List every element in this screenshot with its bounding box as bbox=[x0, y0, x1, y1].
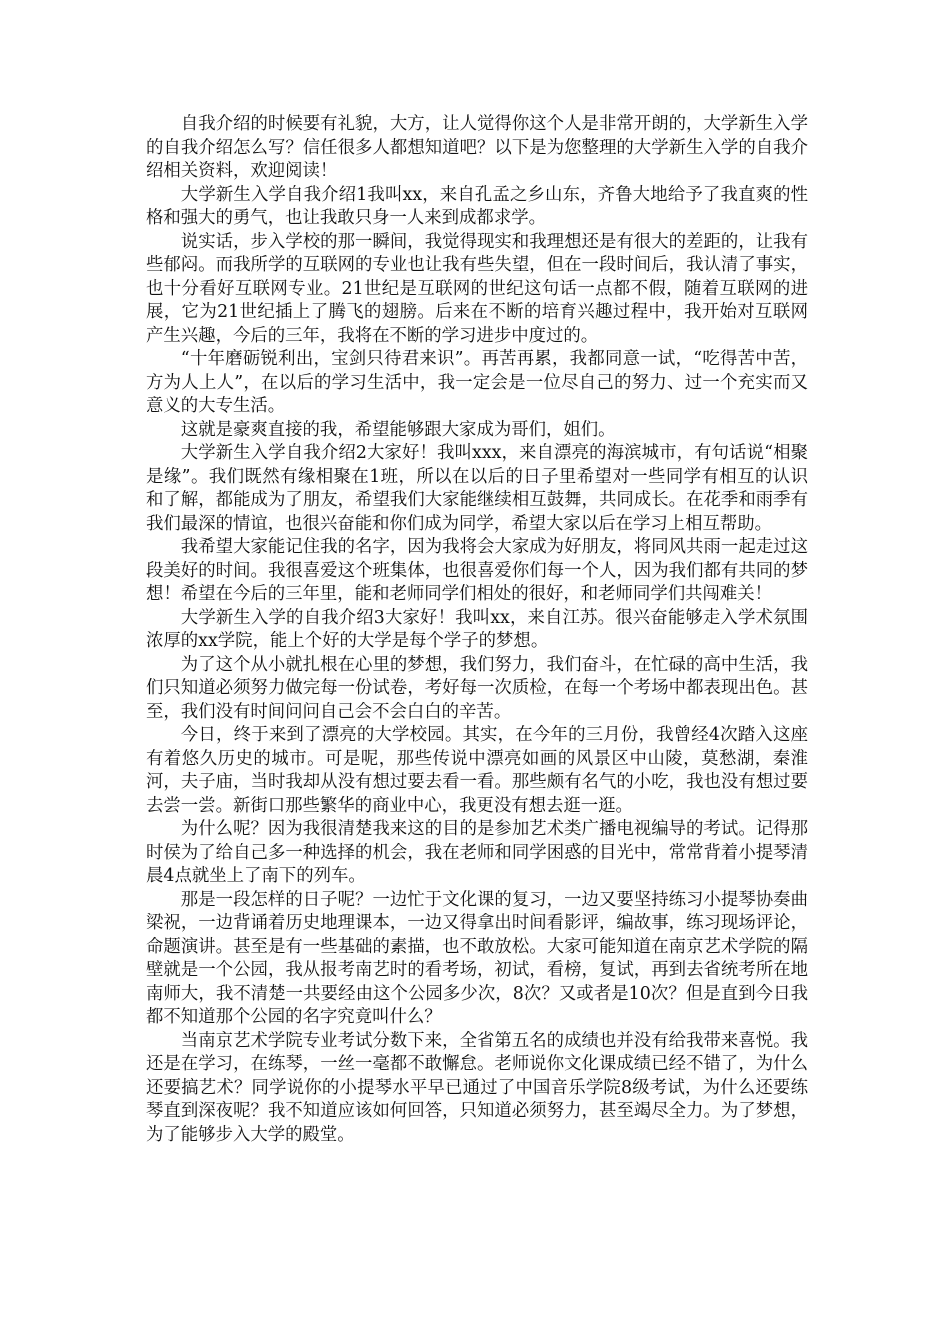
paragraph: 说实话，步入学校的那一瞬间，我觉得现实和我理想还是有很大的差距的，让我有些郁闷。而我所学的互联网的专业也让我有些失望，但在一段时间后，我认清了事实，也十分看好互联网专业。21世纪是互联网的世纪这句话一点都不假，随着互联网的进展，它为21世纪插上了腾飞的翅膀。后来在不断的培育兴趣过程中，我开始对互联网产生兴趣，今后的三年，我将在不断的学习进步中度过的。 bbox=[146, 231, 808, 346]
document-body bbox=[146, 113, 808, 1147]
paragraph: 我希望大家能记住我的名字，因为我将会大家成为好朋友，将同风共雨一起走过这段美好的时间。我很喜爱这个班集体，也很喜爱你们每一个人，因为我们都有共同的梦想！希望在今后的三年里，能和老师同学们相处的很好，和老师同学们共闯难关！ bbox=[146, 537, 808, 604]
paragraph: 为了这个从小就扎根在心里的梦想，我们努力，我们奋斗，在忙碌的高中生活，我们只知道必须努力做完每一份试卷，考好每一次质检，在每一个考场中都表现出色。甚至，我们没有时间问问自己会不会白白的辛苦。 bbox=[146, 654, 808, 722]
paragraph: 那是一段怎样的日子呢？一边忙于文化课的复习，一边又要坚持练习小提琴协奏曲梁祝，一边背诵着历史地理课本，一边又得拿出时间看影评，编故事，练习现场评论，命题演讲。甚至是有一些基础的素描，也不敢放松。大家可能知道在南京艺术学院的隔壁就是一个公园，我从报考南艺时的看考场，初试，看榜，复试，再到去省统考所在地南师大，我不清楚一共要经由这个公园多少次，8次？又或者是10次？但是直到今日我都不知道那个公园的名字究竟叫什么？ bbox=[146, 889, 808, 1027]
paragraph: 为什么呢？因为我很清楚我来这的目的是参加艺术类广播电视编导的考试。记得那时侯为了给自己多一种选择的机会，我在老师和同学困惑的目光中，常常背着小提琴清晨4点就坐上了南下的列车。 bbox=[146, 819, 808, 886]
paragraph: 今日，终于来到了漂亮的大学校园。其实，在今年的三月份，我曾经4次踏入这座有着悠久历史的城市。可是呢，那些传说中漂亮如画的风景区中山陵，莫愁湖，秦淮河，夫子庙，当时我却从没有想过要去看一看。那些颇有名气的小吃，我也没有想过要去尝一尝。新街口那些繁华的商业中心，我更没有想去逛一逛。 bbox=[146, 725, 808, 816]
paragraph: 大学新生入学自我介绍1我叫xx，来自孔孟之乡山东，齐鲁大地给予了我直爽的性格和强大的勇气，也让我敢只身一人来到成都求学。 bbox=[146, 184, 808, 228]
paragraph: 这就是豪爽直接的我，希望能够跟大家成为哥们，姐们。 bbox=[180, 419, 616, 440]
paragraph: “十年磨砺锐利出，宝剑只待君来识”。再苦再累，我都同意一试，“吃得苦中苦，方为人上人”，在以后的学习生活中，我一定会是一位尽自己的努力、过一个充实而又意义的大专生活。 bbox=[146, 349, 808, 416]
paragraph-intro: 自我介绍的时候要有礼貌，大方，让人觉得你这个人是非常开朗的，大学新生入学的自我介绍怎么写？信任很多人都想知道吧？以下是为您整理的大学新生入学的自我介绍相关资料，欢迎阅读！ bbox=[146, 114, 808, 181]
paragraph: 大学新生入学自我介绍2大家好！我叫xxx，来自漂亮的海滨城市，有句话说“相聚是缘”。我们既然有缘相聚在1班，所以在以后的日子里希望对一些同学有相互的认识和了解，都能成为了朋友，希望我们大家能继续相互鼓舞，共同成长。在花季和雨季有我们最深的情谊，也很兴奋能和你们成为同学，希望大家以后在学习上相互帮助。 bbox=[146, 443, 808, 534]
paragraph: 当南京艺术学院专业考试分数下来，全省第五名的成绩也并没有给我带来喜悦。我还是在学习，在练琴，一丝一毫都不敢懈怠。老师说你文化课成绩已经不错了，为什么还要搞艺术？同学说你的小提琴水平早已通过了中国音乐学院8级考试，为什么还要练琴直到深夜呢？我不知道应该如何回答，只知道必须努力，甚至竭尽全力。为了梦想，为了能够步入大学的殿堂。 bbox=[146, 1030, 808, 1145]
paragraph: 大学新生入学的自我介绍3大家好！我叫xx，来自江苏。很兴奋能够走入学术氛围浓厚的xx学院，能上个好的大学是每个学子的梦想。 bbox=[146, 607, 808, 651]
